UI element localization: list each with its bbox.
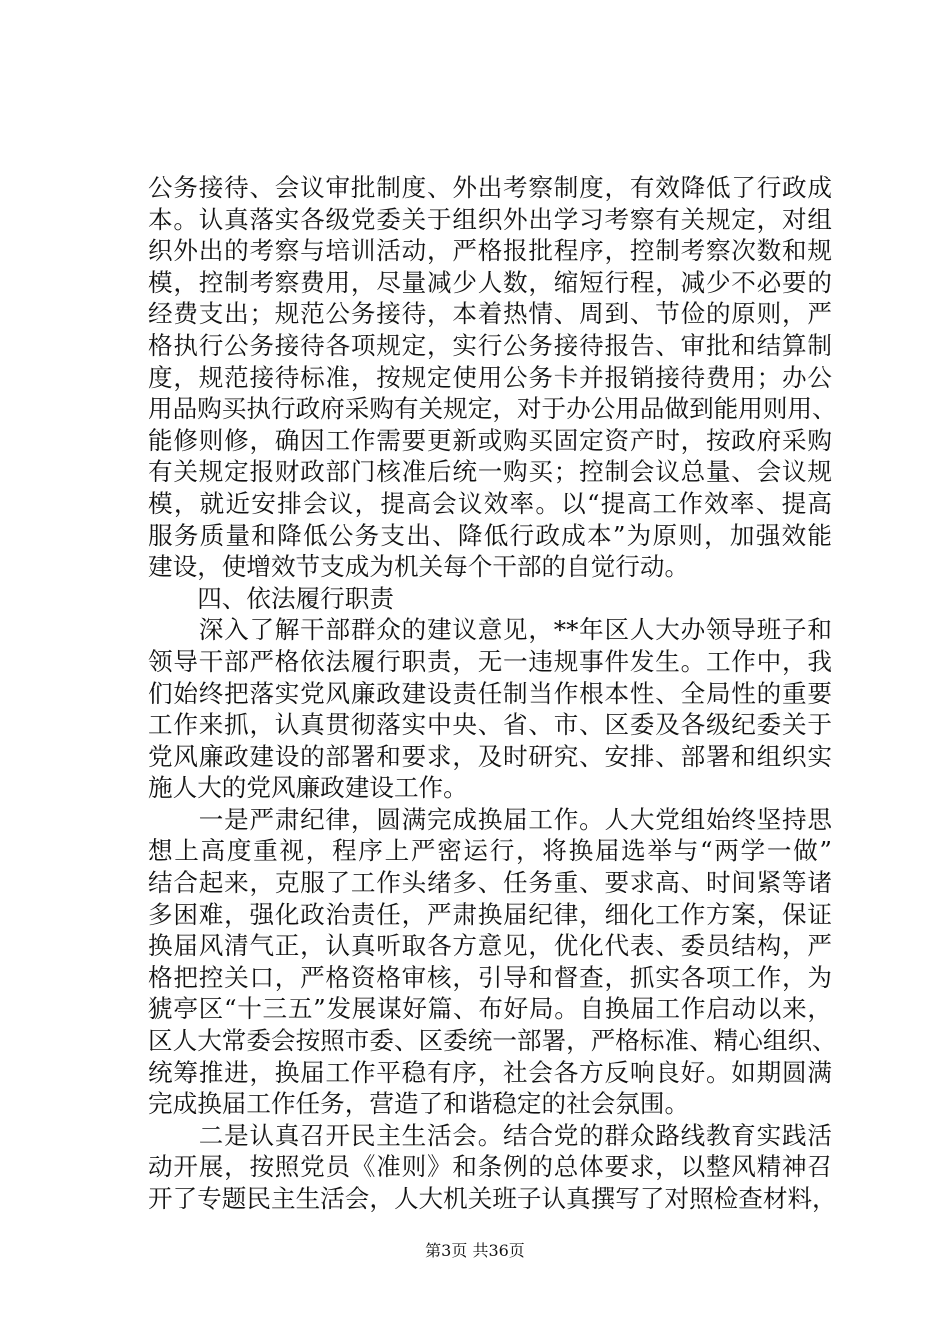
text-line: 度，规范接待标准，按规定使用公务卡并报销接待费用；办公 xyxy=(148,362,832,392)
text-line: 多困难，强化政治责任，严肃换届纪律，细化工作方案，保证 xyxy=(148,899,832,929)
text-line: 二是认真召开民主生活会。结合党的群众路线教育实践活 xyxy=(148,1120,832,1150)
text-line: 深入了解干部群众的建议意见，**年区人大办领导班子和 xyxy=(148,615,832,645)
document-body xyxy=(148,172,837,1215)
text-line: 动开展，按照党员《准则》和条例的总体要求，以整风精神召 xyxy=(148,1152,832,1182)
page-footer: 第3页 共36页 xyxy=(425,1241,525,1260)
text-line: 格执行公务接待各项规定，实行公务接待报告、审批和结算制 xyxy=(148,330,832,360)
text-line: 模，控制考察费用，尽量减少人数，缩短行程，减少不必要的 xyxy=(148,267,832,297)
text-line: 能修则修，确因工作需要更新或购买固定资产时，按政府采购 xyxy=(148,425,832,455)
text-line: 施人大的党风廉政建设工作。 xyxy=(148,773,468,803)
text-line: 模，就近安排会议，提高会议效率。以“提高工作效率、提高 xyxy=(148,488,832,518)
text-line: 工作来抓，认真贯彻落实中央、省、市、区委及各级纪委关于 xyxy=(148,710,832,740)
text-line: 领导干部严格依法履行职责，无一违规事件发生。工作中，我 xyxy=(148,646,832,676)
text-line: 党风廉政建设的部署和要求，及时研究、安排、部署和组织实 xyxy=(148,741,832,771)
text-line: 公务接待、会议审批制度、外出考察制度，有效降低了行政成 xyxy=(148,173,832,202)
text-line: 织外出的考察与培训活动，严格报批程序，控制考察次数和规 xyxy=(148,236,832,266)
text-line: 想上高度重视，程序上严密运行，将换届选举与“两学一做” xyxy=(148,836,832,866)
text-line: 建设，使增效节支成为机关每个干部的自觉行动。 xyxy=(148,552,690,582)
text-line: 结合起来，克服了工作头绪多、任务重、要求高、时间紧等诸 xyxy=(148,868,832,898)
text-line: 格把控关口，严格资格审核，引导和督查，抓实各项工作，为 xyxy=(148,962,832,992)
text-line: 们始终把落实党风廉政建设责任制当作根本性、全局性的重要 xyxy=(148,678,832,708)
text-line: 用品购买执行政府采购有关规定，对于办公用品做到能用则用、 xyxy=(148,394,837,424)
text-line: 完成换届工作任务，营造了和谐稳定的社会氛围。 xyxy=(148,1089,690,1119)
text-line: 服务质量和降低公务支出、降低行政成本”为原则，加强效能 xyxy=(148,520,832,550)
text-line: 经费支出；规范公务接待，本着热情、周到、节俭的原则，严 xyxy=(148,299,832,329)
text-line: 区人大常委会按照市委、区委统一部署，严格标准、精心组织、 xyxy=(148,1026,837,1056)
text-line: 统筹推进，换届工作平稳有序，社会各方反响良好。如期圆满 xyxy=(148,1057,832,1087)
text-line: 换届风清气正，认真听取各方意见，优化代表、委员结构，严 xyxy=(148,931,832,961)
text-line: 猇亭区“十三五”发展谋好篇、布好局。自换届工作启动以来， xyxy=(148,994,832,1024)
text-line: 本。认真落实各级党委关于组织外出学习考察有关规定，对组 xyxy=(148,204,832,234)
text-line: 一是严肃纪律，圆满完成换届工作。人大党组始终坚持思 xyxy=(148,804,832,834)
text-line: 四、依法履行职责 xyxy=(148,583,394,613)
text-line: 有关规定报财政部门核准后统一购买；控制会议总量、会议规 xyxy=(148,457,832,487)
text-line: 开了专题民主生活会，人大机关班子认真撰写了对照检查材料， xyxy=(148,1184,837,1213)
